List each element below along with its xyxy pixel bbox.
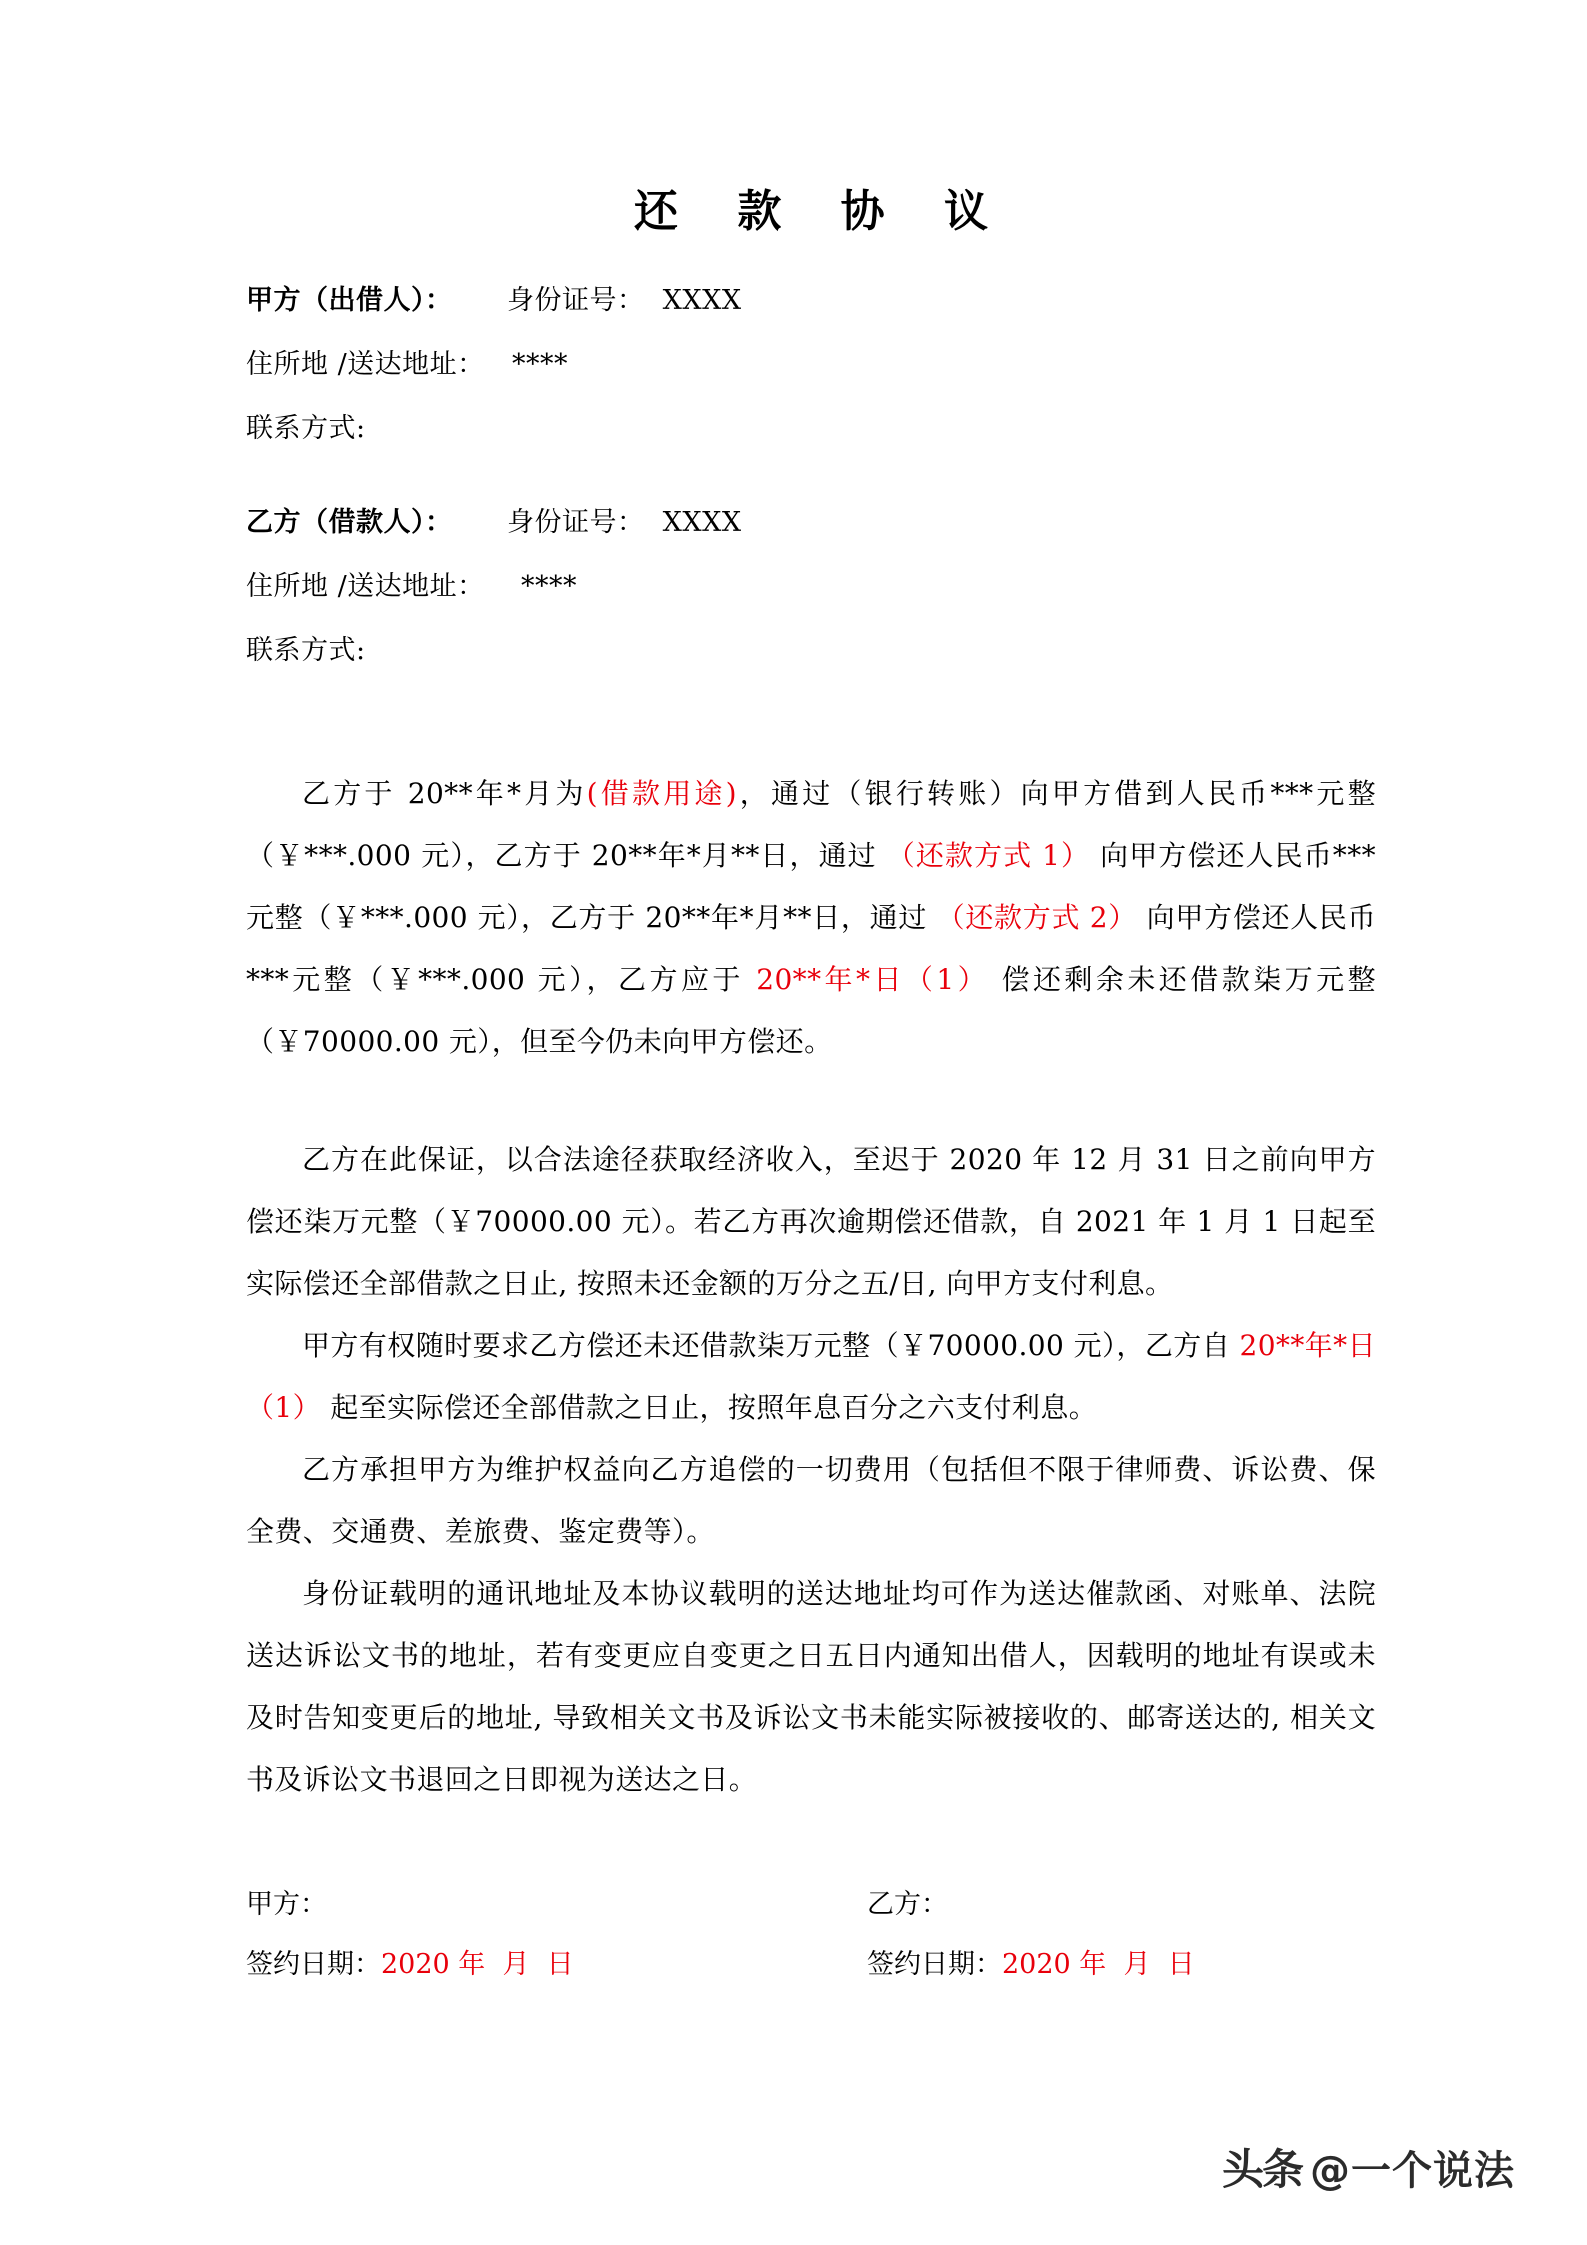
section-spacer-1 [246, 683, 1376, 763]
p1-red-loan-purpose: (借款用途) [586, 776, 737, 810]
paragraph-service-address: 身份证载明的通讯地址及本协议载明的送达地址均可作为送达催款函、对账单、法院送达诉讼文书的地址，若有变更应自变更之日五日内通知出借人，因载明的地址有误或未及时告知变更后的地址, 导致相关文书及诉讼文书未能实际被接收的、邮寄送达的, 相关文书及诉讼文书退回之日即视为送达之日。 [246, 1576, 1376, 1796]
p1-segment-5: 偿还剩余未还借款柒万元整（￥70000.00 元），但至今仍未向甲方偿还。 [246, 962, 1376, 1058]
party-b-name-label: 乙方（借款人）： [246, 506, 453, 538]
signature-party-b-name: 乙方： [867, 1888, 948, 1920]
party-a-id-value: XXXX [662, 284, 742, 316]
party-a-id-label: 身份证号： [507, 284, 645, 316]
watermark [1222, 2137, 1515, 2197]
document-content [246, 0, 1376, 1995]
p3-red-start-date: 20**年*日（1） [246, 1328, 1377, 1424]
signature-party-a-name: 甲方： [246, 1888, 327, 1920]
toutiao-logo-icon: 头条 [1221, 2145, 1302, 2194]
paragraph-interest [246, 1315, 1376, 1439]
section-spacer-2 [246, 1073, 1376, 1129]
party-b-block [246, 491, 1376, 683]
party-a-name-row [246, 269, 1376, 333]
p1-red-repay-method-2: （还款方式 2） [936, 900, 1138, 934]
party-a-name-label: 甲方（出借人）： [246, 284, 453, 316]
signature-dates-row [246, 1935, 1376, 1995]
party-a-address-value: **** [511, 348, 568, 380]
paragraph-costs: 乙方承担甲方为维护权益向乙方追偿的一切费用（包括但不限于律师费、诉讼费、保全费、交通费、差旅费、鉴定费等）。 [246, 1452, 1376, 1548]
party-a-block [246, 269, 1376, 461]
watermark-handle: @一个说法 [1310, 2147, 1515, 2194]
party-b-contact-row [246, 619, 1376, 683]
signature-date-a-value: 2020 年 月 日 [381, 1948, 574, 1980]
signature-date-b-value: 2020 年 月 日 [1002, 1948, 1195, 1980]
party-b-address-row [246, 555, 1376, 619]
party-a-contact-row [246, 397, 1376, 461]
signature-date-b [811, 1935, 1376, 1995]
party-a-contact-label: 联系方式: [246, 412, 366, 444]
signature-date-b-label: 签约日期： [867, 1948, 1002, 1980]
signature-date-a [246, 1935, 811, 1995]
page-title: 还 款 协 议 [634, 186, 1010, 237]
signature-block [246, 1875, 1376, 1995]
p1-red-repay-method-1: （还款方式 1） [886, 838, 1091, 872]
paragraph-guarantee: 乙方在此保证，以合法途径获取经济收入，至迟于 2020 年 12 月 31 日之前向甲方偿还柒万元整（￥70000.00 元）。若乙方再次逾期偿还借款，自 2021 年 1 月 1 日起至实际偿还全部借款之日止, 按照未还金额的万分之五/日, 向甲方支付利息。 [246, 1142, 1376, 1300]
party-b-address-value: **** [521, 570, 578, 602]
p1-segment-4: 向甲方偿还人民币***元整（￥***.000 元），乙方应于 [246, 900, 1376, 996]
paragraph-loan-history [246, 763, 1376, 1073]
party-b-id-label: 身份证号： [507, 506, 645, 538]
party-b-name-row [246, 491, 1376, 555]
party-a-address-row [246, 333, 1376, 397]
party-a-address-label: 住所地 /送达地址： [246, 348, 485, 380]
party-b-contact-label: 联系方式: [246, 634, 366, 666]
party-b-address-label: 住所地 /送达地址： [246, 570, 485, 602]
p1-segment-2: ，通过（银行转账）向甲方借到人民币***元整（￥***.000 元），乙方于 20**年*月**日，通过 [246, 776, 1376, 872]
p3-segment-2: 起至实际偿还全部借款之日止，按照年息百分之六支付利息。 [321, 1390, 1098, 1424]
p1-segment-3: 向甲方偿还人民币***元整（￥***.000 元），乙方于 20**年*月**日，通过 [246, 838, 1376, 934]
p1-segment-1: 乙方于 20**年*月为 [302, 776, 587, 810]
signature-date-a-label: 签约日期： [246, 1948, 381, 1980]
p3-segment-1: 甲方有权随时要求乙方偿还未还借款柒万元整（￥70000.00 元），乙方自 [302, 1328, 1240, 1362]
p1-red-due-date: 20**年*日（1） [756, 962, 990, 996]
party-b-id-value: XXXX [662, 506, 742, 538]
signature-names-row [246, 1875, 1376, 1935]
